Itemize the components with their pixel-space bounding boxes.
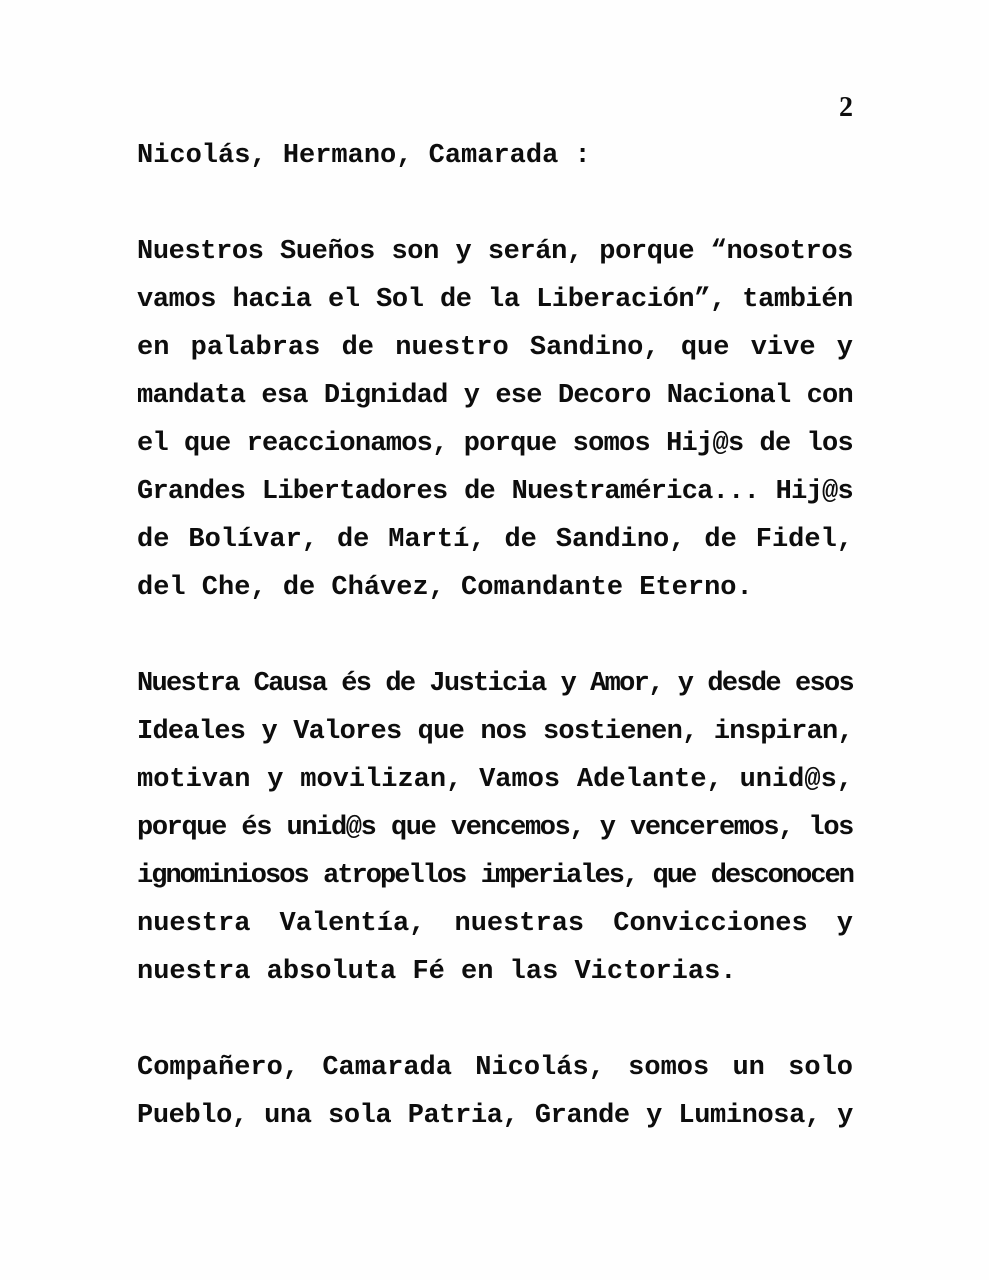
paragraph [137,132,853,180]
text-line: nuestra Valentía, nuestras Convicciones y [137,909,853,939]
paragraph [137,660,853,996]
text-line: vamos hacia el Sol de la Liberación”, también [137,285,853,315]
text-line: Grandes Libertadores de Nuestramérica... Hij@s [137,477,853,507]
text-line: nuestra absoluta Fé en las Victorias. [137,957,737,987]
text-line: de Bolívar, de Martí, de Sandino, de Fidel, [137,525,853,555]
paragraph [137,228,853,612]
text-line: Ideales y Valores que nos sostienen, inspiran, [137,717,853,747]
document-body [137,132,853,1140]
paragraph [137,1044,853,1140]
text-line: ignominiosos atropellos imperiales, que desconocen [137,861,853,891]
text-line: Compañero, Camarada Nicolás, somos un solo [137,1053,853,1083]
text-line: Nicolás, Hermano, Camarada : [137,141,591,171]
text-line: porque és unid@s que vencemos, y venceremos, los [137,813,853,843]
text-line: Nuestra Causa és de Justicia y Amor, y desde esos [137,669,853,699]
text-line: del Che, de Chávez, Comandante Eterno. [137,573,753,603]
text-line: motivan y movilizan, Vamos Adelante, unid@s, [137,765,853,795]
page-number: 2 [839,92,853,123]
text-line: Nuestros Sueños son y serán, porque “nosotros [137,237,853,267]
text-line: en palabras de nuestro Sandino, que vive y [137,333,853,363]
text-line: mandata esa Dignidad y ese Decoro Nacional con [137,381,853,411]
text-line: el que reaccionamos, porque somos Hij@s de los [137,429,853,459]
text-line: Pueblo, una sola Patria, Grande y Luminosa, y [137,1101,853,1131]
